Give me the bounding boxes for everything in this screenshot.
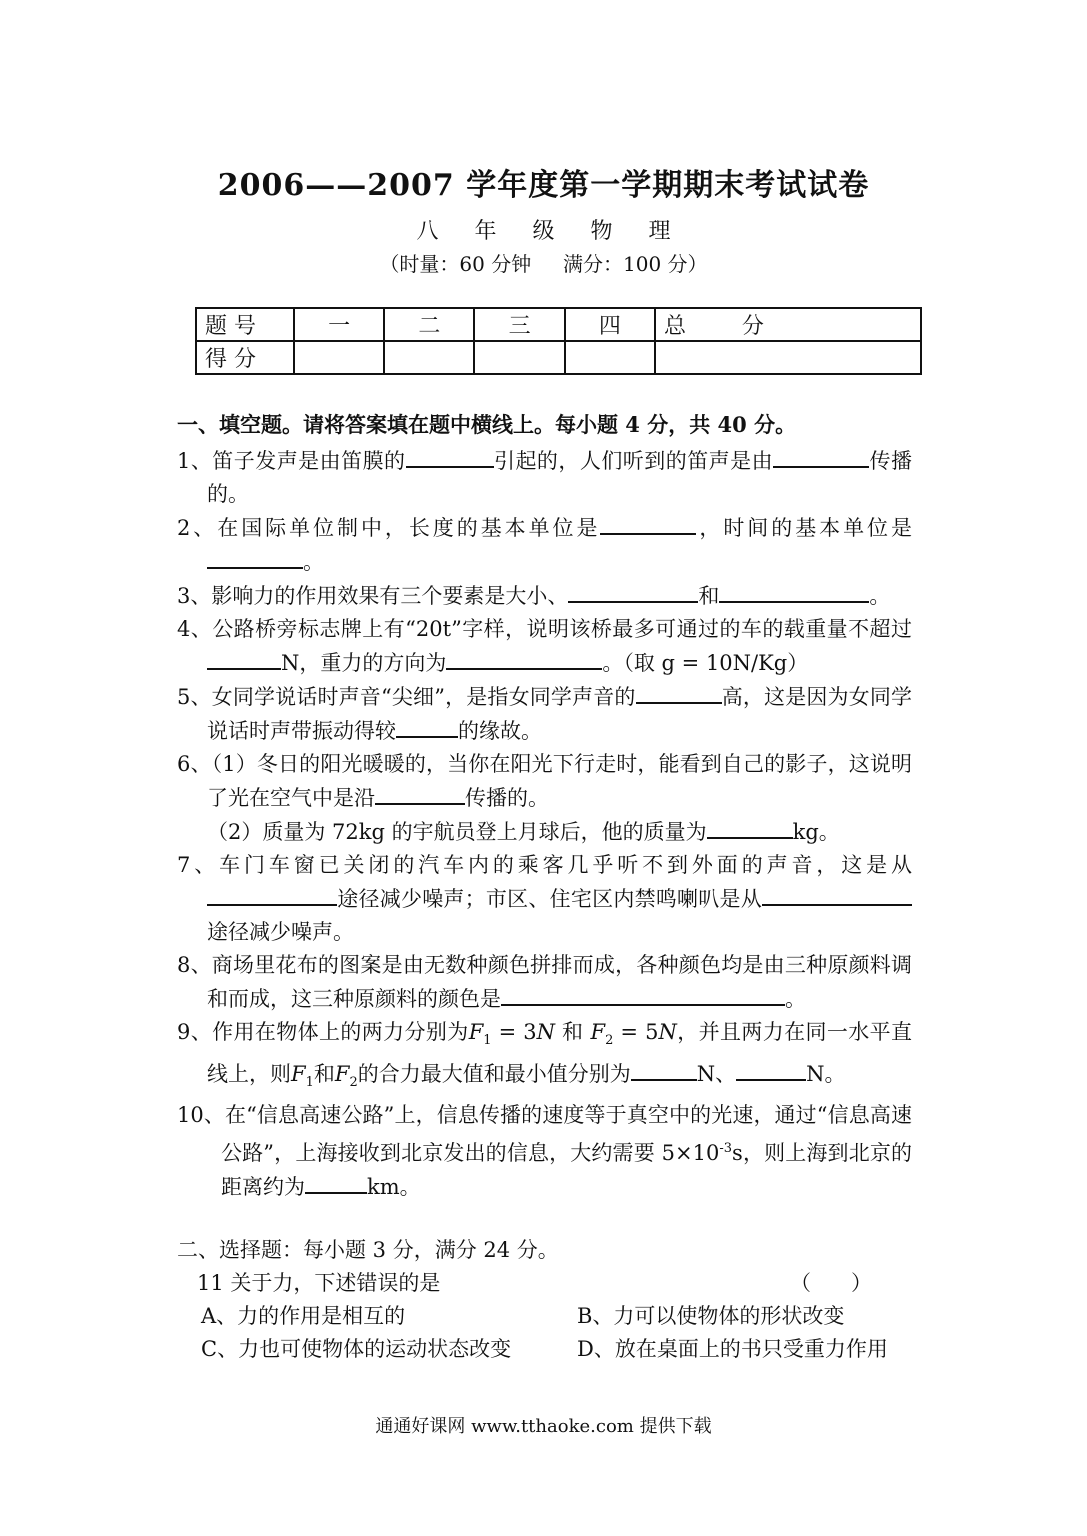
question-text: 和 [313, 1062, 335, 1087]
question-text: 引起的，人们听到的笛声是由 [493, 449, 774, 473]
answer-blank[interactable] [719, 579, 869, 603]
unit-symbol: N [536, 1020, 555, 1044]
section1-heading: 一、填空题。请将答案填在题中横线上。每小题 4 分，共 40 分。 [177, 412, 797, 437]
score-cell: 三 [474, 308, 564, 341]
question-text: 9、作用在物体上的两力分别为 [177, 1020, 469, 1044]
score-cell: 二 [384, 308, 474, 341]
answer-blank[interactable] [207, 882, 337, 906]
question-10 [177, 1099, 912, 1204]
answer-blank[interactable] [396, 714, 458, 738]
question-text: 和 [698, 584, 720, 608]
score-input-cell[interactable] [384, 341, 474, 374]
question-text: 6、（1）冬日的阳光暖暖的，当你在阳光下行走时，能看到自己的影子，这说明了光在空气中是沿 [177, 752, 912, 810]
answer-blank[interactable] [406, 444, 494, 468]
question-text: N，重力的方向为 [281, 651, 447, 675]
question-text: ，时间的基本单位是 [696, 516, 912, 540]
question-text: s，则上海到北京的距离约为 [221, 1141, 912, 1200]
question-text: km。 [367, 1175, 421, 1200]
section2-heading: 二、选择题：每小题 3 分，满分 24 分。 [177, 1238, 559, 1263]
question-text: 。 [869, 584, 891, 608]
question-text: 途径减少噪声；市区、住宅区内禁鸣喇叭是从 [337, 887, 762, 911]
options-row [177, 1300, 912, 1333]
answer-parenthesis[interactable]: （ ） [789, 1271, 872, 1296]
answer-blank[interactable] [501, 982, 785, 1006]
question-text: 的缘故。 [458, 719, 542, 743]
page-footer: 通通好课网 www.tthaoke.com 提供下载 [375, 1416, 712, 1437]
question-text: 。 [785, 987, 806, 1011]
subscript: 1 [483, 1033, 492, 1049]
question-4 [177, 613, 912, 680]
subscript: 2 [349, 1075, 358, 1091]
score-cell: 得 分 [196, 341, 294, 374]
question-text: = 5 [613, 1020, 659, 1044]
answer-blank[interactable] [568, 579, 698, 603]
score-input-cell[interactable] [565, 341, 655, 374]
question-8 [177, 949, 912, 1016]
question-text: = 3 [491, 1020, 537, 1044]
force-symbol: F [468, 1020, 484, 1044]
question-9 [177, 1016, 912, 1099]
answer-blank[interactable] [707, 815, 793, 839]
score-table [195, 307, 922, 375]
options-row [177, 1333, 912, 1366]
question-text: 3、影响力的作用效果有三个要素是大小、 [177, 584, 569, 608]
question-text: 8、商场里花布的图案是由无数种颜色拼排而成，各种颜色均是由三种原颜料调和而成，这三种原颜料的颜色是 [177, 953, 912, 1011]
score-input-cell[interactable] [474, 341, 564, 374]
question-text: ，并且两力在同一水平直线上，则 [207, 1020, 912, 1087]
question-text: N、 [696, 1062, 737, 1087]
score-cell: 四 [565, 308, 655, 341]
question-text: 。（取 g = 10N/Kg） [602, 651, 809, 675]
score-cell: 题 号 [196, 308, 294, 341]
answer-blank[interactable] [636, 680, 722, 704]
exam-title: 2006——2007 学年度第一学期期末考试试卷 [217, 168, 870, 203]
question-6 [177, 748, 912, 849]
force-symbol: F [590, 1020, 606, 1044]
answer-blank[interactable] [600, 511, 696, 535]
question-11 [177, 1267, 912, 1300]
answer-blank[interactable] [207, 545, 303, 569]
question-6-part-2 [207, 815, 912, 849]
force-symbol: F [334, 1062, 350, 1087]
score-table-header-row [196, 308, 921, 341]
option-d[interactable]: D、放在桌面上的书只受重力作用 [577, 1337, 888, 1362]
question-text: 传播的。 [207, 449, 912, 506]
exam-subtitle: 八年级物理 [416, 219, 707, 244]
answer-blank[interactable] [446, 646, 602, 670]
answer-blank[interactable] [207, 646, 281, 670]
answer-blank[interactable] [631, 1057, 697, 1081]
question-2 [177, 511, 912, 579]
question-text: 7、车门车窗已关闭的汽车内的乘客几乎听不到外面的声音，这是从 [177, 853, 912, 877]
answer-blank[interactable] [375, 781, 465, 805]
question-text: 的合力最大值和最小值分别为 [357, 1062, 631, 1087]
subscript: 2 [605, 1033, 614, 1049]
question-text: 10、在“信息高速公路”上，信息传播的速度等于真空中的光速，通过“信息高速公路”，上海接收到北京发出的信息，大约需要 5×10 [177, 1103, 912, 1166]
question-text: 和 [555, 1020, 591, 1044]
question-text: （2）质量为 72kg 的宇航员登上月球后，他的质量为 [207, 820, 707, 844]
option-b[interactable]: B、力可以使物体的形状改变 [577, 1304, 845, 1329]
score-cell: 一 [294, 308, 384, 341]
superscript: -3 [719, 1141, 733, 1157]
question-text: 2、在国际单位制中，长度的基本单位是 [177, 516, 601, 540]
score-cell: 总 分 [655, 308, 921, 341]
question-text: 。 [303, 550, 324, 574]
score-input-cell[interactable] [294, 341, 384, 374]
question-text: 5、女同学说话时声音“尖细”，是指女同学声音的 [177, 685, 636, 709]
answer-blank[interactable] [762, 882, 912, 906]
answer-blank[interactable] [305, 1170, 367, 1194]
answer-blank[interactable] [773, 444, 869, 468]
option-a[interactable]: A、力的作用是相互的 [201, 1304, 406, 1329]
question-text: 高，这是因为女同学说话时声带振动得较 [207, 685, 912, 743]
question-7 [177, 849, 912, 949]
question-text: N。 [806, 1062, 846, 1087]
option-c[interactable]: C、力也可使物体的运动状态改变 [201, 1337, 512, 1362]
answer-blank[interactable] [736, 1057, 806, 1081]
question-text: 途径减少噪声。 [207, 920, 354, 944]
score-input-cell[interactable] [655, 341, 921, 374]
question-text: kg。 [792, 820, 840, 844]
exam-body [177, 408, 912, 1366]
question-3 [177, 579, 912, 613]
score-table-score-row [196, 341, 921, 374]
question-text: 11 关于力，下述错误的是 [197, 1271, 441, 1296]
question-text: 4、公路桥旁标志牌上有“20t”字样，说明该桥最多可通过的车的载重量不超过 [177, 617, 912, 641]
subscript: 1 [305, 1075, 314, 1091]
question-text: 1、笛子发声是由笛膜的 [177, 449, 406, 473]
question-text: 传播的。 [465, 786, 549, 810]
force-symbol: F [291, 1062, 306, 1087]
exam-meta: （时量：60 分钟 满分：100 分） [379, 252, 708, 276]
question-1 [177, 444, 912, 511]
unit-symbol: N [658, 1020, 677, 1044]
question-5 [177, 680, 912, 748]
